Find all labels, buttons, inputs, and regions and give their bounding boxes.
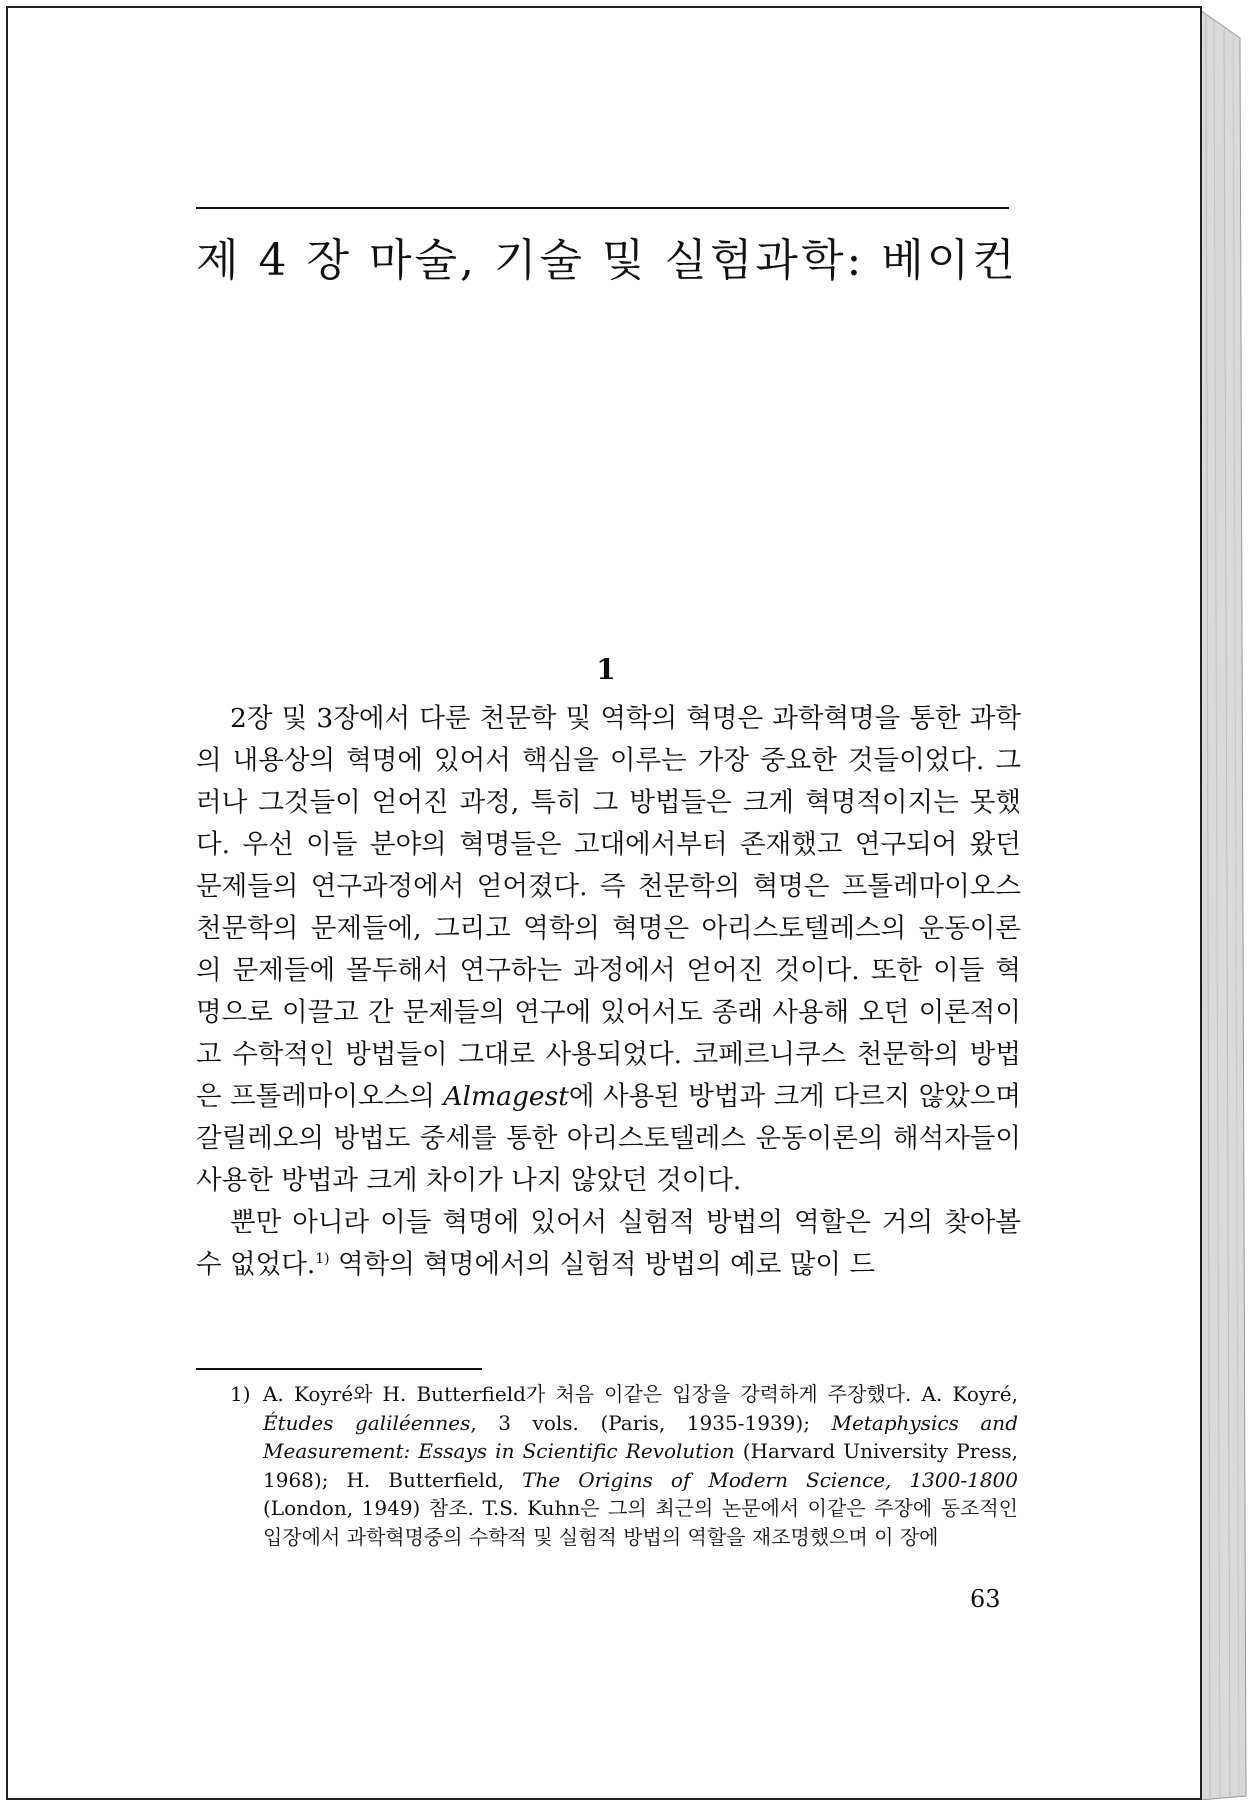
paragraph-2: [196, 1202, 1021, 1286]
footnote-marker: 1): [230, 1382, 251, 1406]
footnote-title-2: Metaphysics and Measurement: Essays in Scientific Revolution: [263, 1410, 1018, 1463]
chapter-rule: [196, 207, 1009, 209]
footnote-text-4: (London, 1949) 참조. T.S. Kuhn은 그의 최근의 논문에서 이같은 주장에 동조적인 입장에서 과학혁명중의 수학적 및 실험적 방법의 역할을 재조명했으며 이 장에: [263, 1496, 1018, 1549]
section-number: 1: [596, 653, 616, 686]
chapter-title: 제 4 장 마술, 기술 및 실험과학: 베이컨: [196, 235, 1018, 286]
paragraph-1: [196, 698, 1021, 1202]
footnote-rule: [196, 1368, 482, 1370]
page-number: 63: [970, 1585, 1001, 1613]
footnote-text-3: (Harvard University Press, 1968); H. Butterfield,: [263, 1439, 1019, 1492]
footnote: [230, 1380, 1018, 1551]
paragraph-1-text: 2장 및 3장에서 다룬 천문학 및 역학의 혁명은 과학혁명을 통한 과학의 내용상의 혁명에 있어서 핵심을 이루는 가장 중요한 것들이었다. 그러나 그것들이 얻어진 과정, 특히 그 방법들은 크게 혁명적이지는 못했다. 우선 이들 분야의 혁명들은 고대에서부터 존재했고 연구되어 왔던 문제들의 연구과정에서 얻어졌다. 즉 천문학의 혁명은 프톨레마이오스 천문학의 문제들에, 그리고 역학의 혁명은 아리스토텔레스의 운동이론의 문제들에 몰두해서 연구하는 과정에서 얻어진 것이다. 또한 이들 혁명으로 이끌고 간 문제들의 연구에 있어서도 종래 사용해 오던 이론적이고 수학적인 방법들이 그대로 사용되었다. 코페르니쿠스 천문학의 방법은 프톨레마이오스의: [196, 703, 1021, 1112]
body-text: [196, 698, 1021, 1286]
almagest-title: Almagest: [443, 1081, 569, 1112]
paragraph-1-end: 에 사용된 방법과 크게 다르지 않았으며 갈릴레오의 방법도 중세를 통한 아리스토텔레스 운동이론의 해석자들이 사용한 방법과 크게 차이가 나지 않았던 것이다.: [196, 1081, 1021, 1196]
footnote-text-2: , 3 vols. (Paris, 1935-1939);: [470, 1410, 832, 1435]
footnote-text-1: A. Koyré와 H. Butterfield가 처음 이같은 입장을 강력하게 주장했다. A. Koyré,: [263, 1382, 1018, 1406]
paragraph-2-end: 역학의 혁명에서의 실험적 방법의 예로 많이 드: [329, 1249, 875, 1280]
footnote-reference[interactable]: 1): [315, 1251, 330, 1268]
footnote-body: [230, 1380, 1018, 1551]
footnote-title-3: The Origins of Modern Science, 1300-1800: [522, 1467, 1018, 1492]
paragraph-2-text: 뿐만 아니라 이들 혁명에 있어서 실험적 방법의 역할은 거의 찾아볼 수 없었다.: [196, 1207, 1021, 1280]
page-edge-decoration: [1200, 10, 1248, 1800]
footnote-title-1: Études galiléennes: [263, 1410, 471, 1435]
book-page: [6, 6, 1202, 1800]
